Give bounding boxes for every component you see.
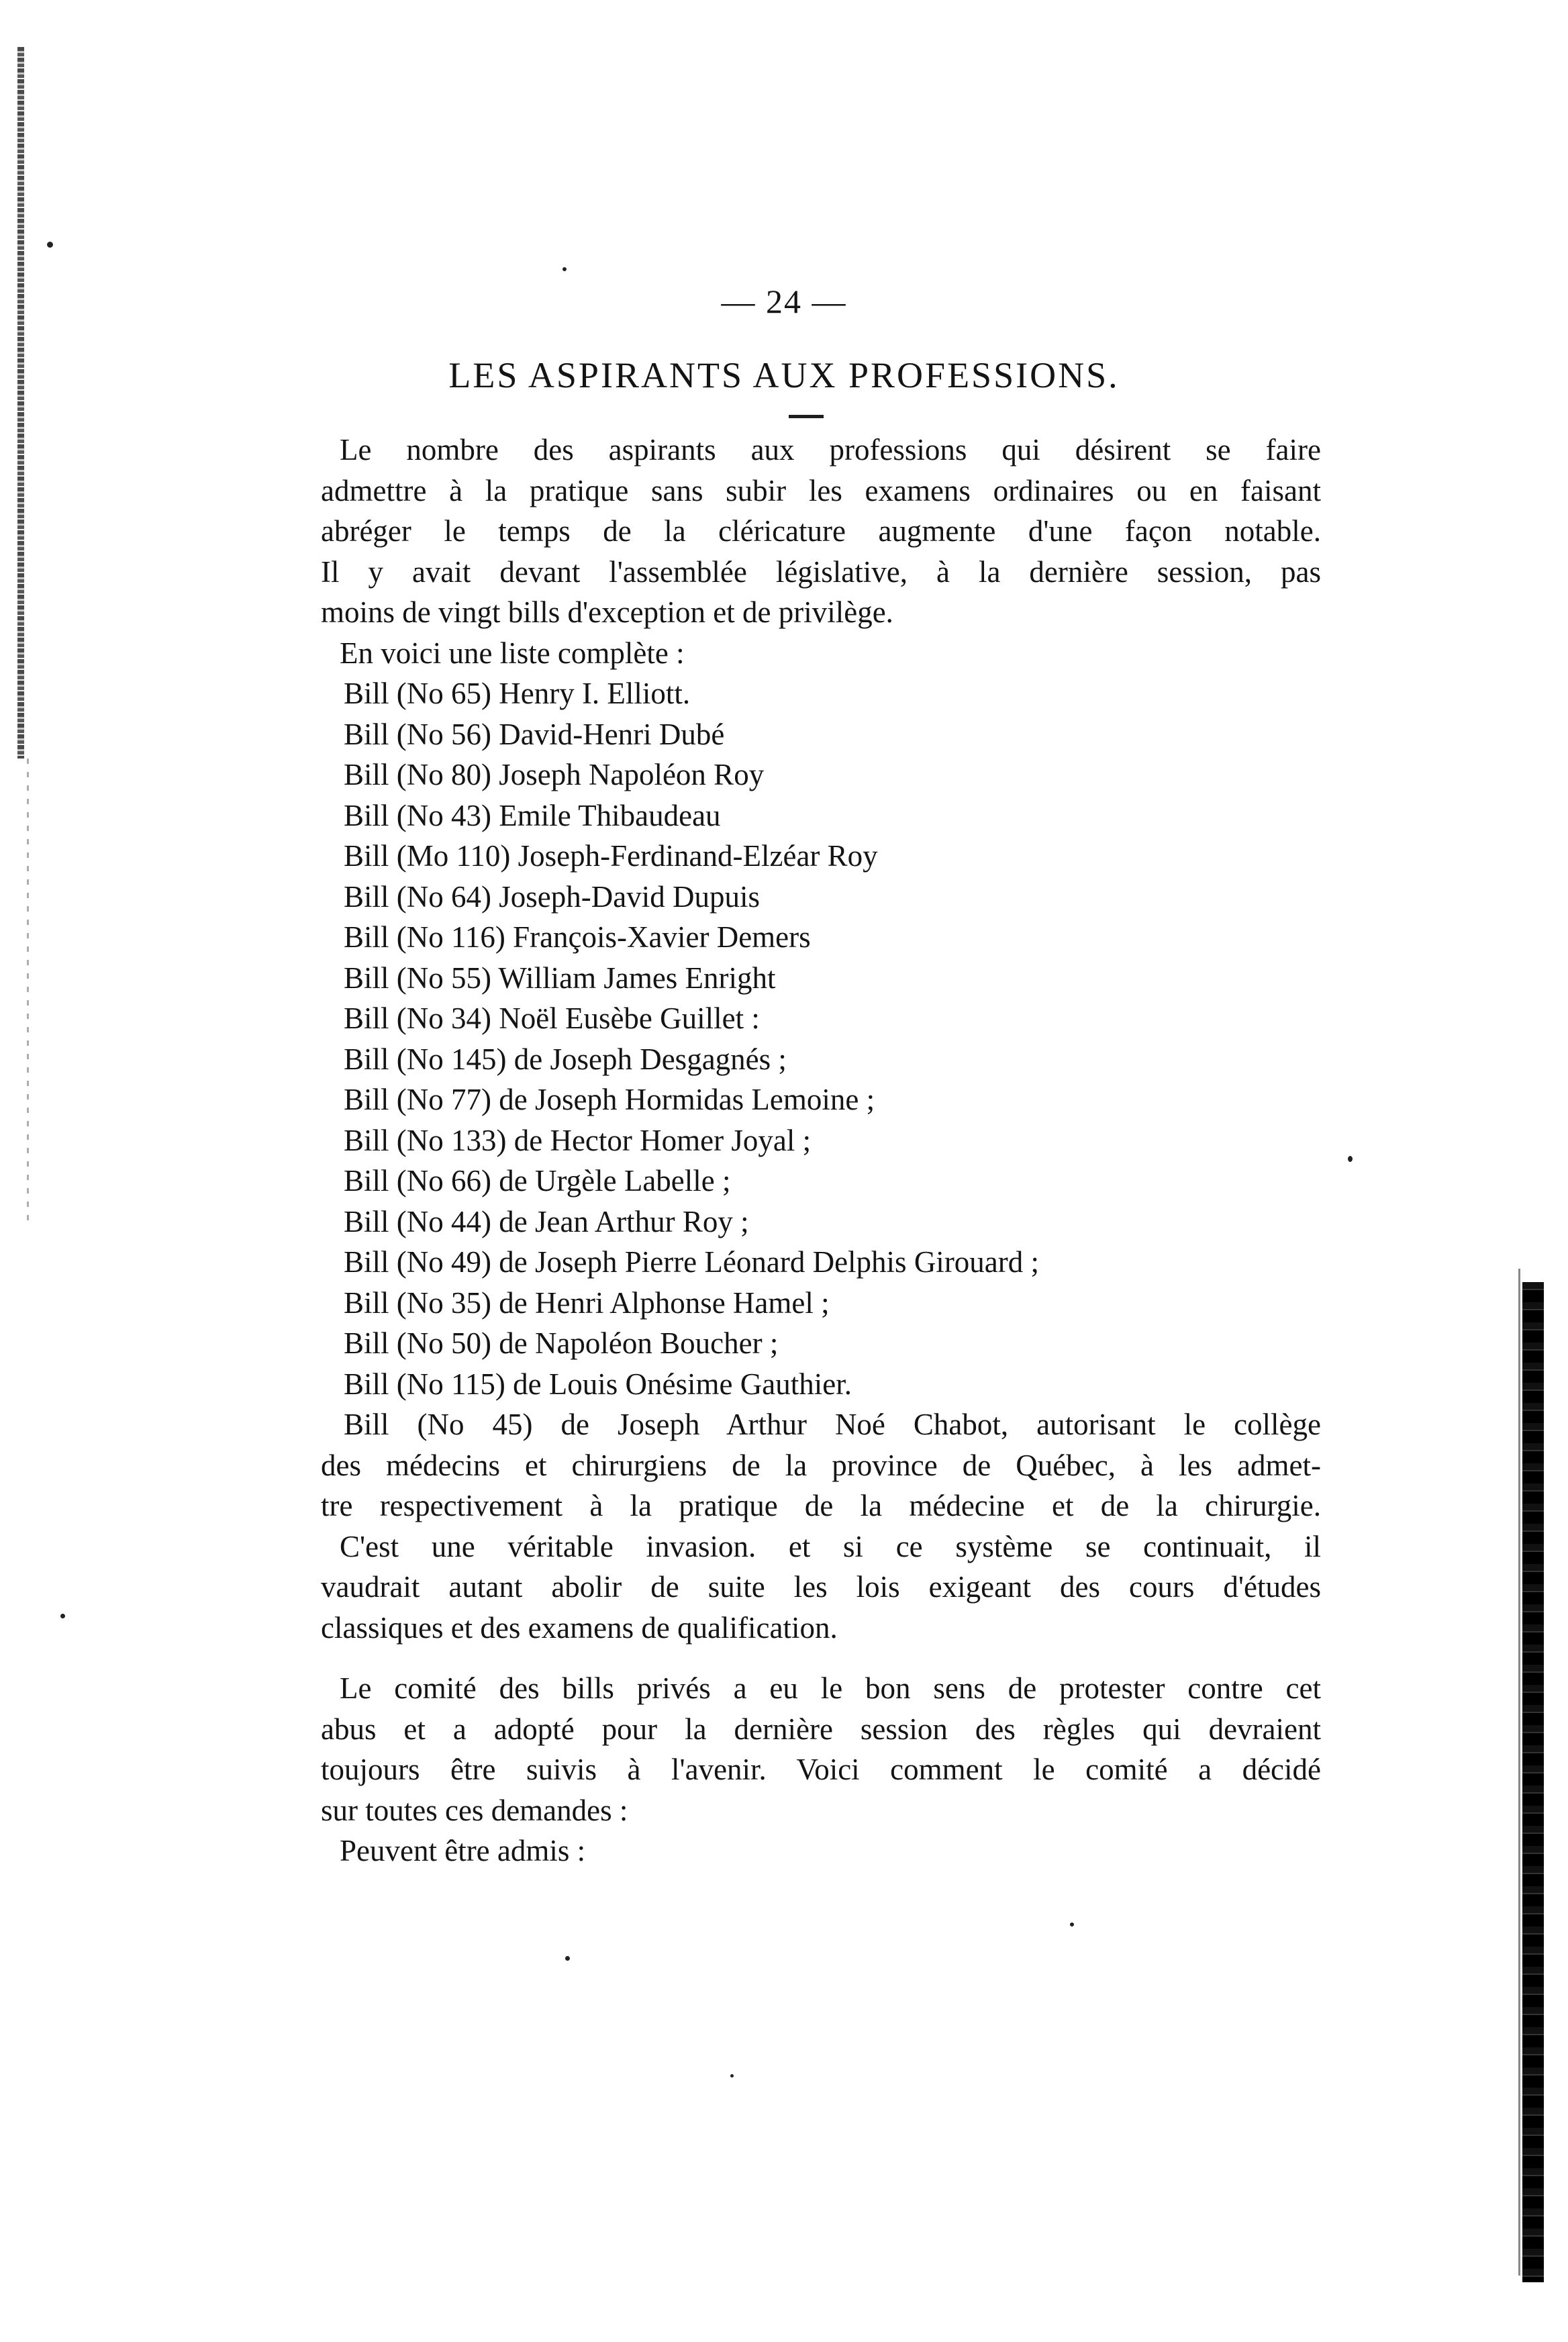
page-title: LES ASPIRANTS AUX PROFESSIONS. (448, 355, 1120, 395)
scan-speck (565, 1956, 570, 1961)
text-line: Bill (No 45) de Joseph Arthur Noé Chabot, autorisant le collège (344, 1408, 1321, 1441)
scan-speck (1348, 1156, 1353, 1162)
list-item: Bill (No 116) François-Xavier Demers (344, 920, 811, 954)
list-item: Bill (No 43) Emile Thibaudeau (344, 798, 721, 832)
scan-speck (47, 242, 53, 248)
scan-speck (730, 2074, 734, 2078)
list-item: Bill (No 80) Joseph Napoléon Roy (344, 758, 765, 791)
list-item: Bill (No 35) de Henri Alphonse Hamel ; (344, 1285, 830, 1320)
scan-edge-left (17, 47, 24, 759)
text-line: Le nombre des aspirants aux professions qui désirent se faire (340, 433, 1321, 467)
list-item: Bill (No 145) de Joseph Desgagnés ; (344, 1042, 787, 1076)
list-item: Bill (No 77) de Joseph Hormidas Lemoine ; (344, 1083, 875, 1116)
list-item: Bill (No 64) Joseph-David Dupuis (344, 879, 760, 914)
text-line: sur toutes ces demandes : (321, 1793, 628, 1827)
list-item: Bill (No 133) de Hector Homer Joyal ; (344, 1123, 812, 1157)
list-item: Bill (No 115) de Louis Onésime Gauthier. (344, 1367, 852, 1401)
list-item: Bill (No 56) David-Henri Dubé (344, 717, 725, 751)
text-line: C'est une véritable invasion. et si ce système se continuait, il (340, 1529, 1321, 1563)
scan-speck (1070, 1922, 1074, 1926)
list-item: Bill (No 50) de Napoléon Boucher ; (344, 1326, 779, 1360)
text-line: Peuvent être admis : (340, 1834, 586, 1867)
list-item: Bill (No 55) William James Enright (344, 961, 776, 995)
text-line: vaudrait autant abolir de suite les lois exigeant des cours d'études (321, 1570, 1321, 1604)
list-item: Bill (No 34) Noël Eusèbe Guillet : (344, 1002, 760, 1035)
text-line: toujours être suivis à l'avenir. Voici comment le comité a décidé (321, 1753, 1321, 1786)
text-line: des médecins et chirurgiens de la province de Québec, à les admet- (321, 1448, 1321, 1482)
list-item: Bill (No 65) Henry I. Elliott. (344, 677, 691, 710)
list-intro: En voici une liste complète : (340, 636, 685, 670)
text-line: moins de vingt bills d'exception et de privilège. (321, 595, 893, 629)
list-item: Bill (No 49) de Joseph Pierre Léonard Delphis Girouard ; (344, 1245, 1040, 1279)
scan-edge-right-thin (1518, 1269, 1520, 2276)
text-line: classiques et des examens de qualification. (321, 1610, 838, 1645)
text-line: Le comité des bills privés a eu le bon sens de protester contre cet (340, 1671, 1321, 1705)
scan-speck (562, 267, 567, 271)
text-line: abus et a adopté pour la dernière session des règles qui devraient (321, 1712, 1321, 1746)
scan-edge-right (1522, 1282, 1544, 2282)
text-line: tre respectivement à la pratique de la médecine et de la chirurgie. (321, 1489, 1321, 1522)
list-item: Bill (No 66) de Urgèle Labelle ; (344, 1164, 731, 1198)
scan-speck (60, 1614, 65, 1618)
scan-edge-left-thin (27, 759, 29, 1228)
list-item: Bill (Mo 110) Joseph-Ferdinand-Elzéar Roy (344, 839, 878, 873)
title-rule (789, 415, 824, 418)
text-line: Il y avait devant l'assemblée législative, à la dernière session, pas (321, 554, 1321, 589)
paragraph-gap (321, 1648, 1321, 1668)
page-number: — 24 — (721, 283, 847, 320)
list-item: Bill (No 44) de Jean Arthur Roy ; (344, 1204, 749, 1238)
text-line: abréger le temps de la cléricature augmente d'une façon notable. (321, 514, 1321, 548)
text-line: admettre à la pratique sans subir les examens ordinaires ou en faisant (321, 473, 1321, 507)
body-text (321, 430, 1321, 1871)
